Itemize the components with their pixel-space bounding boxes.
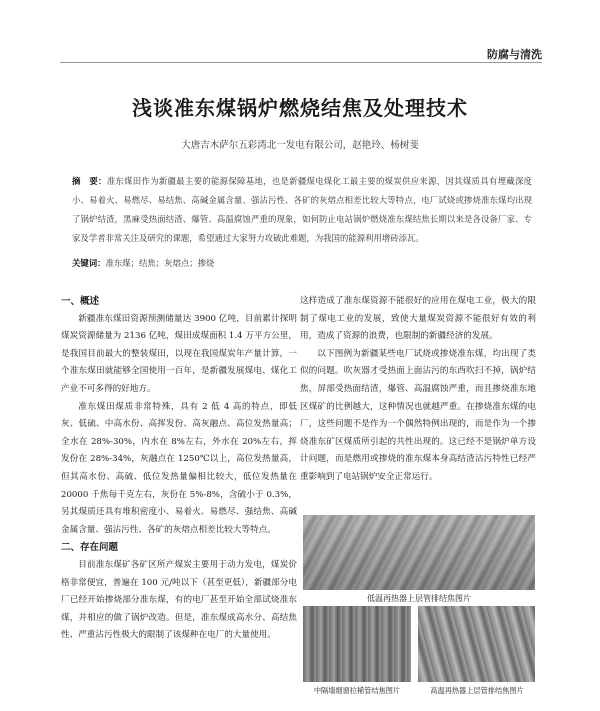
article-title: 浅谈准东煤锅炉燃烧结焦及处理技术 bbox=[132, 96, 468, 120]
caption-high-temp-reheater: 高温再热器上层管排结焦图片 bbox=[430, 686, 524, 695]
abstract-text: 准东煤田作为新疆最主要的能源保障基地，也是新疆煤电煤化工最主要的煤炭供应来源，因其煤质具有埋藏深度小、易着火、易燃尽、易结焦、高碱金属含量、强沾污性、各矿的灰熔点相差比较大等特点，电厂试烧或掺烧准东煤均出现了锅炉结渣，黑麻受热面结渣、爆管、高温腐蚀严重的现象，如何防止电站锅炉燃烧准东煤结焦长期以来是各设备厂家、专家及学者非常关注及研究的课题，希望通过大家努力攻破此难题，为我国的能源利用增砖添瓦。 bbox=[72, 176, 533, 243]
section-heading-problems: 二、存在问题 bbox=[61, 542, 119, 554]
caption-partition-wall: 中隔墙烟窗拉稀管结焦图片 bbox=[313, 686, 401, 695]
photo-high-temp-reheater bbox=[418, 606, 535, 682]
left-column bbox=[61, 293, 297, 645]
keywords-text: 准东煤；结焦；灰熔点；掺烧 bbox=[105, 258, 215, 268]
abstract bbox=[72, 172, 532, 248]
photo-low-temp-reheater bbox=[303, 515, 535, 590]
right-column bbox=[300, 293, 536, 487]
abstract-label: 摘 要： bbox=[72, 176, 107, 186]
keywords-label: 关键词： bbox=[72, 258, 106, 268]
article-authors: 大唐吉木萨尔五彩湾北一发电有限公司，赵艳玲、杨树斐 bbox=[181, 140, 419, 151]
paragraph-problems-1: 目前准东煤矿各矿区所产煤炭主要用于动力发电，煤炭价格非常便宜，普遍在 100 元/吨以下（甚至更低），新疆部分电厂已经开始掺烧部分准东煤，有的电厂甚至开始全部试烧准东煤，并相应的做了锅炉改造。但是，准东煤成高水分、高结焦性、严重沾污性极大的限制了该煤种在电厂的大量使用。 bbox=[61, 559, 297, 641]
paragraph-problems-2: 以下图例为新疆某些电厂试烧或掺烧准东煤，均出现了类似的问题。吹灰器才受热面上面沾污的东西吹扫不掉，锅炉结焦，屏部受热面结渣，爆管、高温腐蚀严重，而且掺烧准东地区煤矿的比例越大，这种情况也就越严重。在掺烧准东煤的电厂，这些问题不是作为一个偶然特例出现的，而是作为一个掺烧准东矿区煤质所引起的共性出现的。这已经不是锅炉单方设计问题，而是燃用或掺烧的准东煤本身高结渣沾污特性已经严重影响到了电站锅炉安全正常运行。 bbox=[300, 348, 536, 482]
paragraph-overview-1: 新疆准东煤田资源预测储量达 3900 亿吨，目前累计探明煤炭资源储量为 2136 亿吨，煤田成煤面积 1.4 万平方公里，是我国目前最大的整装煤田，以现在我国煤炭年产量计算，一个准东煤田就能够全国使用一百年，是新疆发展煤电、煤化工产业不可多得的好地方。 bbox=[61, 313, 297, 394]
paragraph-problems-cont: 这样造成了准东煤资源不能很好的应用在煤电工业，极大的限制了煤电工业的发展，致使大量煤炭资源不能很好有效的利用，造成了资源的浪费，也限制的新疆经济的发展。 bbox=[300, 296, 536, 342]
caption-low-temp-reheater: 低温再热器上层管排结焦图片 bbox=[367, 594, 471, 603]
keywords bbox=[72, 254, 532, 273]
section-tag: 防腐与清洗 bbox=[487, 48, 542, 61]
photo-partition-wall bbox=[303, 606, 411, 682]
paragraph-overview-2: 准东煤田煤质非常特殊，具有 2 低 4 高的特点，即低灰、低硫、中高水份、高挥发份、高灰融点、高位发热量高；全水在 28%-30%，内水在 8%左右，外水在 20%左右，挥发份在 28%-34%，灰融点在 1250℃以上，高位发热量高，但其高水份、高硫、低位发热量偏相比较大，低位发热量在 20000 千焦每千克左右，灰份在 5%-8%，含硫小于 0.3%，另其煤质还具有堆积密度小、易着火、易燃尽、强结焦、高碱金属含量、强沾污性、各矿的灰熔点相差比较大等特点。 bbox=[61, 401, 297, 535]
section-heading-overview: 一、概述 bbox=[61, 296, 100, 307]
header-divider bbox=[60, 62, 542, 63]
